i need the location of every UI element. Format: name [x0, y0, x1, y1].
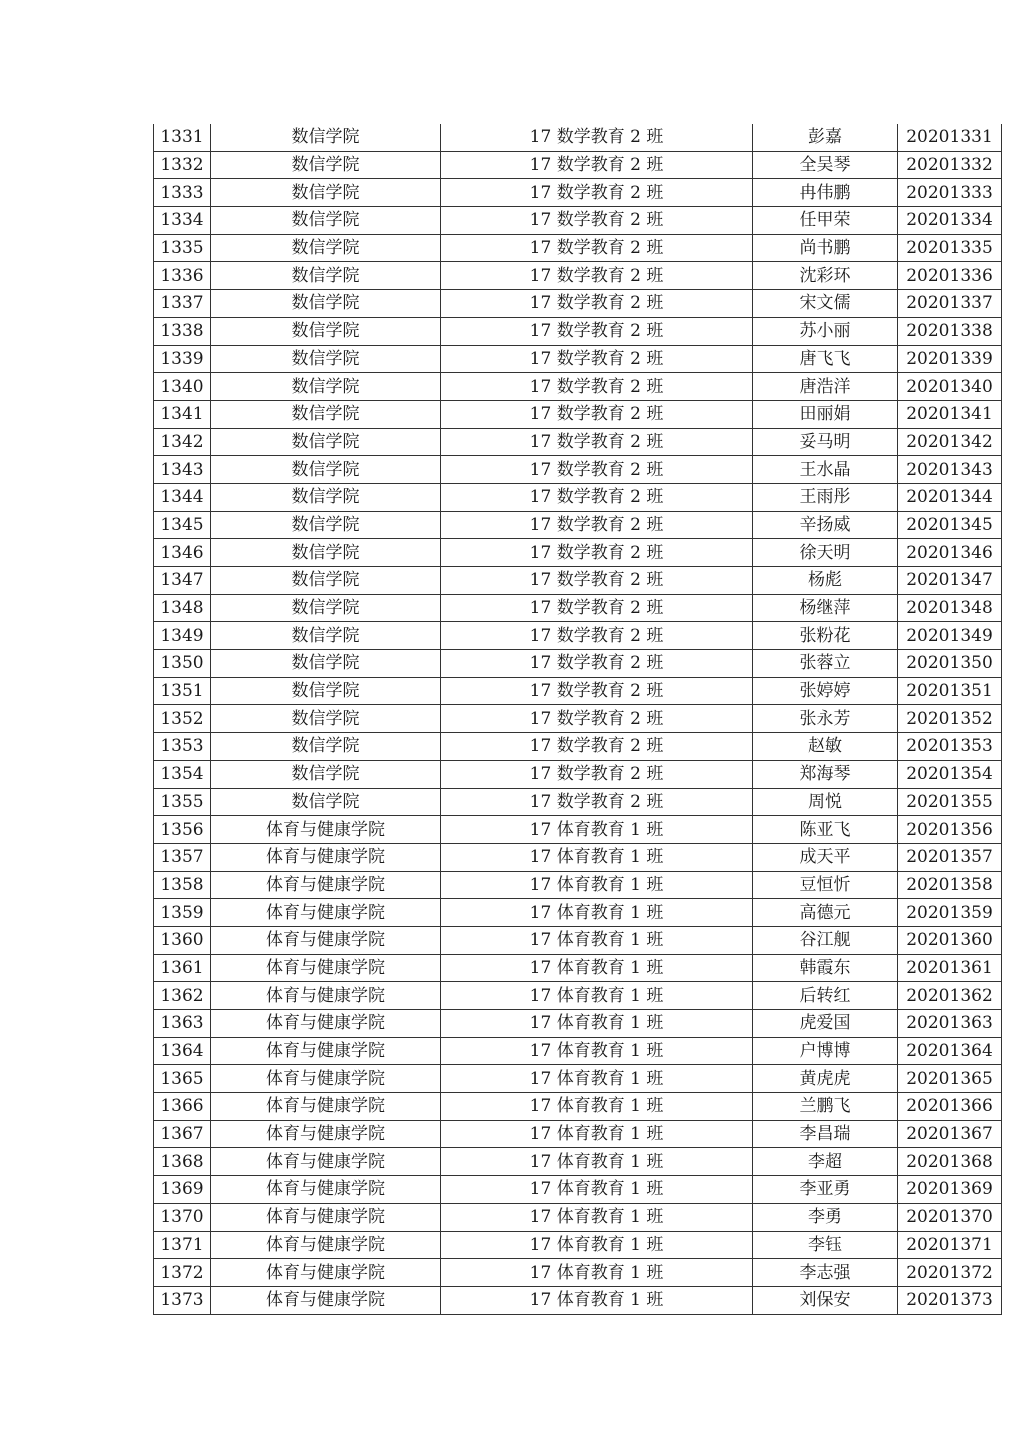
row-number-cell: 1347 [154, 567, 211, 595]
student-id-cell: 20201331 [898, 124, 1002, 151]
student-id-cell: 20201335 [898, 234, 1002, 262]
row-number-cell: 1350 [154, 650, 211, 678]
student-id-cell: 20201373 [898, 1286, 1002, 1314]
student-name-cell: 李勇 [753, 1203, 898, 1231]
class-cell: 17 数学教育 2 班 [441, 234, 753, 262]
student-name-cell: 黄虎虎 [753, 1065, 898, 1093]
student-id-cell: 20201334 [898, 207, 1002, 235]
row-number-cell: 1351 [154, 677, 211, 705]
table-row [154, 1010, 1002, 1038]
student-name-cell: 高德元 [753, 899, 898, 927]
student-name-cell: 张永芳 [753, 705, 898, 733]
class-cell: 17 数学教育 2 班 [441, 788, 753, 816]
student-id-cell: 20201356 [898, 816, 1002, 844]
table-row [154, 788, 1002, 816]
table-row [154, 483, 1002, 511]
student-name-cell: 后转红 [753, 982, 898, 1010]
table-row [154, 1093, 1002, 1121]
row-number-cell: 1355 [154, 788, 211, 816]
student-name-cell: 全吴琴 [753, 151, 898, 179]
college-cell: 数信学院 [211, 151, 441, 179]
college-cell: 数信学院 [211, 622, 441, 650]
table-row [154, 843, 1002, 871]
table-row [154, 677, 1002, 705]
table-row [154, 234, 1002, 262]
college-cell: 体育与健康学院 [211, 1065, 441, 1093]
class-cell: 17 体育教育 1 班 [441, 1148, 753, 1176]
college-cell: 体育与健康学院 [211, 1286, 441, 1314]
student-name-cell: 辛扬威 [753, 511, 898, 539]
student-id-cell: 20201359 [898, 899, 1002, 927]
table-row [154, 1176, 1002, 1204]
table-row [154, 207, 1002, 235]
class-cell: 17 数学教育 2 班 [441, 677, 753, 705]
row-number-cell: 1362 [154, 982, 211, 1010]
college-cell: 数信学院 [211, 567, 441, 595]
class-cell: 17 数学教育 2 班 [441, 400, 753, 428]
table-row [154, 1231, 1002, 1259]
class-cell: 17 数学教育 2 班 [441, 290, 753, 318]
student-id-cell: 20201360 [898, 926, 1002, 954]
table-row [154, 816, 1002, 844]
row-number-cell: 1361 [154, 954, 211, 982]
class-cell: 17 体育教育 1 班 [441, 1231, 753, 1259]
class-cell: 17 体育教育 1 班 [441, 1259, 753, 1287]
college-cell: 数信学院 [211, 733, 441, 761]
student-name-cell: 田丽娟 [753, 400, 898, 428]
class-cell: 17 体育教育 1 班 [441, 1176, 753, 1204]
table-row [154, 345, 1002, 373]
roster-body [154, 124, 1002, 1314]
class-cell: 17 数学教育 2 班 [441, 539, 753, 567]
class-cell: 17 数学教育 2 班 [441, 207, 753, 235]
student-name-cell: 李钰 [753, 1231, 898, 1259]
college-cell: 数信学院 [211, 511, 441, 539]
college-cell: 体育与健康学院 [211, 1037, 441, 1065]
student-name-cell: 韩霞东 [753, 954, 898, 982]
student-id-cell: 20201337 [898, 290, 1002, 318]
row-number-cell: 1332 [154, 151, 211, 179]
college-cell: 体育与健康学院 [211, 899, 441, 927]
table-row [154, 317, 1002, 345]
table-row [154, 428, 1002, 456]
class-cell: 17 数学教育 2 班 [441, 567, 753, 595]
student-id-cell: 20201368 [898, 1148, 1002, 1176]
student-id-cell: 20201361 [898, 954, 1002, 982]
table-row [154, 179, 1002, 207]
student-id-cell: 20201364 [898, 1037, 1002, 1065]
student-name-cell: 陈亚飞 [753, 816, 898, 844]
student-name-cell: 尚书鹏 [753, 234, 898, 262]
row-number-cell: 1345 [154, 511, 211, 539]
table-row [154, 151, 1002, 179]
table-row [154, 954, 1002, 982]
row-number-cell: 1358 [154, 871, 211, 899]
college-cell: 体育与健康学院 [211, 1259, 441, 1287]
class-cell: 17 体育教育 1 班 [441, 1093, 753, 1121]
student-id-cell: 20201366 [898, 1093, 1002, 1121]
class-cell: 17 数学教育 2 班 [441, 428, 753, 456]
row-number-cell: 1370 [154, 1203, 211, 1231]
college-cell: 数信学院 [211, 788, 441, 816]
row-number-cell: 1346 [154, 539, 211, 567]
class-cell: 17 体育教育 1 班 [441, 899, 753, 927]
student-id-cell: 20201352 [898, 705, 1002, 733]
student-id-cell: 20201332 [898, 151, 1002, 179]
class-cell: 17 数学教育 2 班 [441, 483, 753, 511]
student-id-cell: 20201362 [898, 982, 1002, 1010]
student-name-cell: 赵敏 [753, 733, 898, 761]
student-name-cell: 李志强 [753, 1259, 898, 1287]
student-id-cell: 20201344 [898, 483, 1002, 511]
row-number-cell: 1338 [154, 317, 211, 345]
student-name-cell: 王雨彤 [753, 483, 898, 511]
class-cell: 17 体育教育 1 班 [441, 926, 753, 954]
row-number-cell: 1335 [154, 234, 211, 262]
table-row [154, 1037, 1002, 1065]
student-name-cell: 冉伟鹏 [753, 179, 898, 207]
table-row [154, 650, 1002, 678]
college-cell: 体育与健康学院 [211, 982, 441, 1010]
student-id-cell: 20201342 [898, 428, 1002, 456]
student-name-cell: 唐飞飞 [753, 345, 898, 373]
college-cell: 体育与健康学院 [211, 1148, 441, 1176]
row-number-cell: 1352 [154, 705, 211, 733]
student-id-cell: 20201343 [898, 456, 1002, 484]
student-name-cell: 谷江舰 [753, 926, 898, 954]
class-cell: 17 体育教育 1 班 [441, 982, 753, 1010]
college-cell: 数信学院 [211, 650, 441, 678]
student-id-cell: 20201370 [898, 1203, 1002, 1231]
student-id-cell: 20201338 [898, 317, 1002, 345]
table-row [154, 622, 1002, 650]
student-id-cell: 20201369 [898, 1176, 1002, 1204]
student-name-cell: 李昌瑞 [753, 1120, 898, 1148]
class-cell: 17 数学教育 2 班 [441, 124, 753, 151]
row-number-cell: 1336 [154, 262, 211, 290]
row-number-cell: 1371 [154, 1231, 211, 1259]
student-roster-table [153, 124, 1002, 1315]
row-number-cell: 1343 [154, 456, 211, 484]
row-number-cell: 1333 [154, 179, 211, 207]
table-row [154, 124, 1002, 151]
table-row [154, 1286, 1002, 1314]
row-number-cell: 1339 [154, 345, 211, 373]
student-name-cell: 杨继萍 [753, 594, 898, 622]
student-name-cell: 户博博 [753, 1037, 898, 1065]
class-cell: 17 数学教育 2 班 [441, 456, 753, 484]
row-number-cell: 1369 [154, 1176, 211, 1204]
student-name-cell: 宋文儒 [753, 290, 898, 318]
table-row [154, 1148, 1002, 1176]
student-name-cell: 周悦 [753, 788, 898, 816]
row-number-cell: 1354 [154, 760, 211, 788]
student-name-cell: 任甲荣 [753, 207, 898, 235]
college-cell: 体育与健康学院 [211, 1010, 441, 1038]
class-cell: 17 体育教育 1 班 [441, 816, 753, 844]
student-id-cell: 20201341 [898, 400, 1002, 428]
class-cell: 17 体育教育 1 班 [441, 843, 753, 871]
student-id-cell: 20201355 [898, 788, 1002, 816]
table-row [154, 1120, 1002, 1148]
table-row [154, 1065, 1002, 1093]
student-name-cell: 兰鹏飞 [753, 1093, 898, 1121]
row-number-cell: 1367 [154, 1120, 211, 1148]
table-row [154, 373, 1002, 401]
row-number-cell: 1337 [154, 290, 211, 318]
row-number-cell: 1334 [154, 207, 211, 235]
table-row [154, 926, 1002, 954]
class-cell: 17 数学教育 2 班 [441, 151, 753, 179]
student-id-cell: 20201357 [898, 843, 1002, 871]
class-cell: 17 体育教育 1 班 [441, 1010, 753, 1038]
class-cell: 17 数学教育 2 班 [441, 760, 753, 788]
student-name-cell: 苏小丽 [753, 317, 898, 345]
class-cell: 17 数学教育 2 班 [441, 179, 753, 207]
college-cell: 数信学院 [211, 760, 441, 788]
class-cell: 17 数学教育 2 班 [441, 705, 753, 733]
row-number-cell: 1368 [154, 1148, 211, 1176]
row-number-cell: 1344 [154, 483, 211, 511]
college-cell: 体育与健康学院 [211, 1120, 441, 1148]
college-cell: 体育与健康学院 [211, 816, 441, 844]
college-cell: 数信学院 [211, 290, 441, 318]
row-number-cell: 1357 [154, 843, 211, 871]
student-name-cell: 妥马明 [753, 428, 898, 456]
table-row [154, 400, 1002, 428]
student-name-cell: 虎爱国 [753, 1010, 898, 1038]
class-cell: 17 数学教育 2 班 [441, 511, 753, 539]
row-number-cell: 1372 [154, 1259, 211, 1287]
college-cell: 数信学院 [211, 428, 441, 456]
row-number-cell: 1364 [154, 1037, 211, 1065]
table-row [154, 1259, 1002, 1287]
student-name-cell: 唐浩洋 [753, 373, 898, 401]
student-name-cell: 豆恒忻 [753, 871, 898, 899]
college-cell: 体育与健康学院 [211, 954, 441, 982]
student-id-cell: 20201346 [898, 539, 1002, 567]
row-number-cell: 1356 [154, 816, 211, 844]
table-row [154, 760, 1002, 788]
class-cell: 17 数学教育 2 班 [441, 262, 753, 290]
student-id-cell: 20201372 [898, 1259, 1002, 1287]
table-row [154, 539, 1002, 567]
table-row [154, 511, 1002, 539]
class-cell: 17 体育教育 1 班 [441, 1203, 753, 1231]
college-cell: 数信学院 [211, 539, 441, 567]
student-id-cell: 20201367 [898, 1120, 1002, 1148]
class-cell: 17 体育教育 1 班 [441, 1286, 753, 1314]
table-row [154, 705, 1002, 733]
row-number-cell: 1342 [154, 428, 211, 456]
class-cell: 17 体育教育 1 班 [441, 1065, 753, 1093]
table-row [154, 982, 1002, 1010]
class-cell: 17 体育教育 1 班 [441, 1120, 753, 1148]
class-cell: 17 数学教育 2 班 [441, 650, 753, 678]
class-cell: 17 数学教育 2 班 [441, 345, 753, 373]
student-id-cell: 20201350 [898, 650, 1002, 678]
student-id-cell: 20201353 [898, 733, 1002, 761]
student-name-cell: 郑海琴 [753, 760, 898, 788]
table-row [154, 733, 1002, 761]
row-number-cell: 1341 [154, 400, 211, 428]
class-cell: 17 数学教育 2 班 [441, 317, 753, 345]
college-cell: 数信学院 [211, 400, 441, 428]
table-row [154, 567, 1002, 595]
row-number-cell: 1340 [154, 373, 211, 401]
student-id-cell: 20201339 [898, 345, 1002, 373]
row-number-cell: 1353 [154, 733, 211, 761]
class-cell: 17 体育教育 1 班 [441, 871, 753, 899]
college-cell: 数信学院 [211, 124, 441, 151]
college-cell: 数信学院 [211, 179, 441, 207]
table-row [154, 262, 1002, 290]
student-name-cell: 张婷婷 [753, 677, 898, 705]
class-cell: 17 数学教育 2 班 [441, 373, 753, 401]
table-row [154, 290, 1002, 318]
row-number-cell: 1366 [154, 1093, 211, 1121]
college-cell: 体育与健康学院 [211, 843, 441, 871]
student-id-cell: 20201347 [898, 567, 1002, 595]
student-id-cell: 20201354 [898, 760, 1002, 788]
student-name-cell: 成天平 [753, 843, 898, 871]
college-cell: 体育与健康学院 [211, 871, 441, 899]
class-cell: 17 数学教育 2 班 [441, 594, 753, 622]
college-cell: 数信学院 [211, 373, 441, 401]
student-id-cell: 20201349 [898, 622, 1002, 650]
college-cell: 数信学院 [211, 234, 441, 262]
student-name-cell: 王水晶 [753, 456, 898, 484]
student-id-cell: 20201371 [898, 1231, 1002, 1259]
class-cell: 17 体育教育 1 班 [441, 1037, 753, 1065]
row-number-cell: 1363 [154, 1010, 211, 1038]
college-cell: 数信学院 [211, 345, 441, 373]
student-id-cell: 20201333 [898, 179, 1002, 207]
college-cell: 数信学院 [211, 456, 441, 484]
row-number-cell: 1359 [154, 899, 211, 927]
row-number-cell: 1373 [154, 1286, 211, 1314]
class-cell: 17 数学教育 2 班 [441, 733, 753, 761]
college-cell: 数信学院 [211, 207, 441, 235]
row-number-cell: 1365 [154, 1065, 211, 1093]
table-row [154, 594, 1002, 622]
student-id-cell: 20201365 [898, 1065, 1002, 1093]
college-cell: 体育与健康学院 [211, 1231, 441, 1259]
student-name-cell: 李超 [753, 1148, 898, 1176]
student-id-cell: 20201348 [898, 594, 1002, 622]
row-number-cell: 1360 [154, 926, 211, 954]
row-number-cell: 1348 [154, 594, 211, 622]
student-id-cell: 20201363 [898, 1010, 1002, 1038]
student-name-cell: 张粉花 [753, 622, 898, 650]
row-number-cell: 1331 [154, 124, 211, 151]
student-name-cell: 杨彪 [753, 567, 898, 595]
college-cell: 体育与健康学院 [211, 1203, 441, 1231]
college-cell: 体育与健康学院 [211, 926, 441, 954]
table-row [154, 871, 1002, 899]
student-name-cell: 张蓉立 [753, 650, 898, 678]
student-id-cell: 20201345 [898, 511, 1002, 539]
table-row [154, 456, 1002, 484]
student-name-cell: 沈彩环 [753, 262, 898, 290]
row-number-cell: 1349 [154, 622, 211, 650]
college-cell: 体育与健康学院 [211, 1176, 441, 1204]
student-id-cell: 20201336 [898, 262, 1002, 290]
student-id-cell: 20201351 [898, 677, 1002, 705]
table-row [154, 1203, 1002, 1231]
student-name-cell: 徐天明 [753, 539, 898, 567]
college-cell: 数信学院 [211, 594, 441, 622]
student-id-cell: 20201358 [898, 871, 1002, 899]
college-cell: 数信学院 [211, 483, 441, 511]
student-name-cell: 刘保安 [753, 1286, 898, 1314]
class-cell: 17 体育教育 1 班 [441, 954, 753, 982]
college-cell: 数信学院 [211, 262, 441, 290]
table-row [154, 899, 1002, 927]
college-cell: 数信学院 [211, 705, 441, 733]
student-id-cell: 20201340 [898, 373, 1002, 401]
student-name-cell: 李亚勇 [753, 1176, 898, 1204]
student-name-cell: 彭嘉 [753, 124, 898, 151]
college-cell: 数信学院 [211, 677, 441, 705]
college-cell: 体育与健康学院 [211, 1093, 441, 1121]
class-cell: 17 数学教育 2 班 [441, 622, 753, 650]
college-cell: 数信学院 [211, 317, 441, 345]
